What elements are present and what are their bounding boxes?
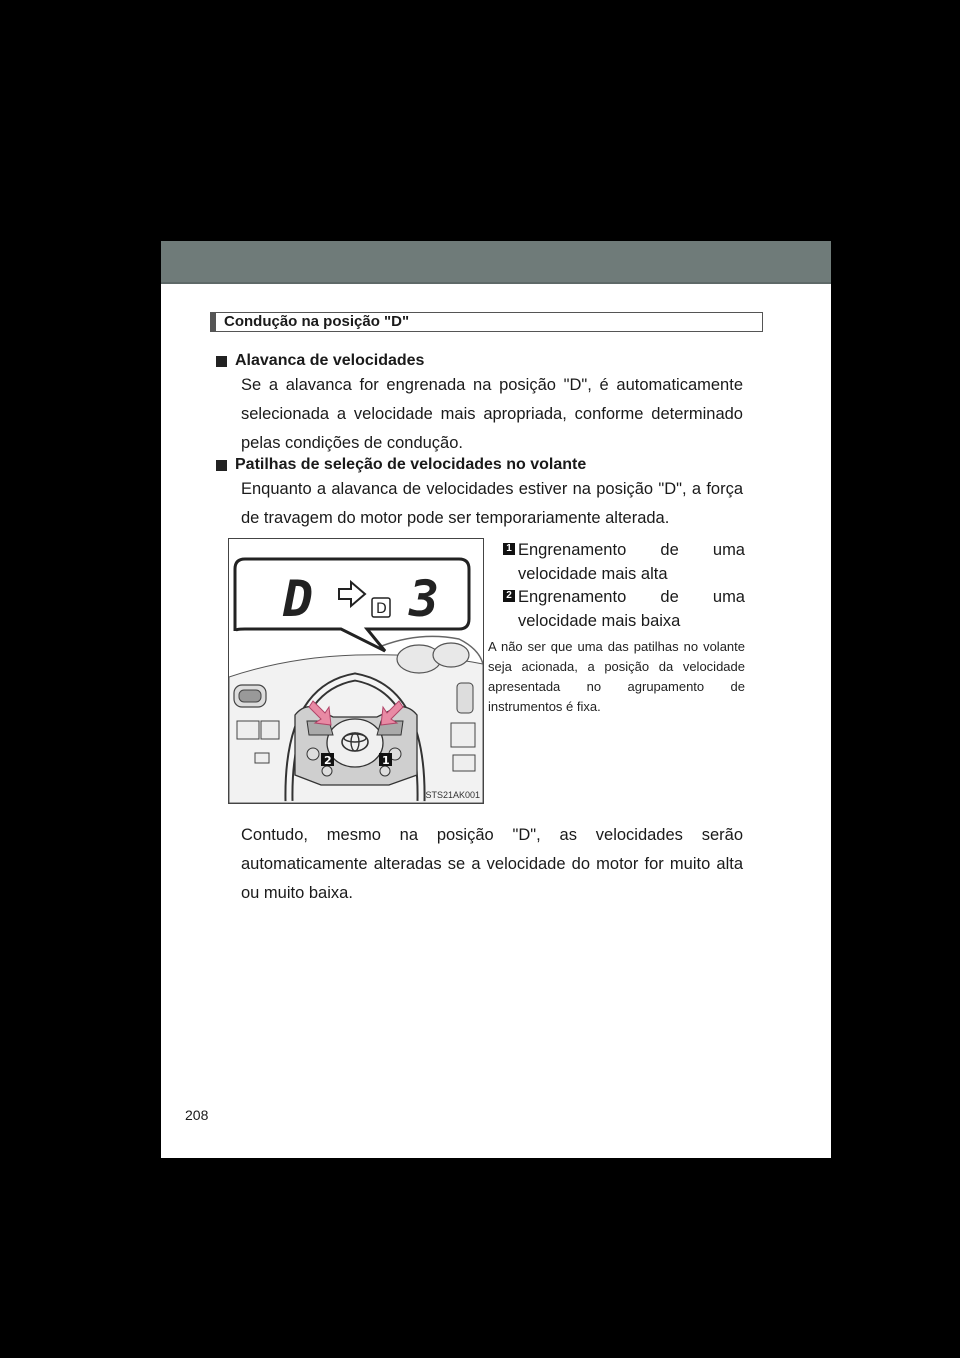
legend-word: Engrenamento xyxy=(518,541,627,559)
figure-note: A não ser que uma das patilhas no volante seja acionada, a posição da velocidade apresentada no agrupamento de instrumentos é fixa. xyxy=(488,639,745,714)
legend-item-2 xyxy=(503,585,745,633)
subsection-title: Alavanca de velocidades xyxy=(235,352,425,369)
figure-callout-2: 2 xyxy=(324,754,332,767)
bullet-square-icon xyxy=(216,356,227,367)
figure-code: STS21AK001 xyxy=(425,790,480,800)
manual-page xyxy=(161,241,831,1158)
legend-word: uma xyxy=(712,588,745,606)
steering-wheel-illustration xyxy=(229,539,483,803)
subsection-heading-lever xyxy=(216,352,424,370)
legend-word: de xyxy=(660,588,679,606)
legend-word: Engrenamento xyxy=(518,588,627,606)
legend-number: 2 xyxy=(503,590,515,602)
legend-item-1 xyxy=(503,538,745,586)
legend-word: uma xyxy=(712,541,745,559)
steering-wheel-figure xyxy=(228,538,484,804)
closing-paragraph: Contudo, mesmo na posição "D", as velocidades serão automaticamente alteradas se a velocidade do motor for muito alta ou muito baixa. xyxy=(241,826,743,902)
legend-number: 1 xyxy=(503,543,515,555)
subsection-heading-paddles xyxy=(216,456,586,474)
paragraph-lever: Se a alavanca for engrenada na posição "D", é automaticamente selecionada a velocidade mais apropriada, conforme determinado pelas condições de condução. xyxy=(241,376,743,452)
legend-line: velocidade mais baixa xyxy=(518,612,681,630)
display-gear-badge: D xyxy=(376,601,387,617)
display-gear-from: D xyxy=(283,570,314,628)
paragraph-paddles: Enquanto a alavanca de velocidades estiver na posição "D", a força de travagem do motor pode ser temporariamente alterada. xyxy=(241,480,743,527)
page-number: 208 xyxy=(185,1107,209,1123)
section-title: Condução na posição "D" xyxy=(210,312,763,332)
legend-word: de xyxy=(660,541,679,559)
legend-line: velocidade mais alta xyxy=(518,565,668,583)
bullet-square-icon xyxy=(216,460,227,471)
figure-callout-1: 1 xyxy=(382,754,390,767)
subsection-title: Patilhas de seleção de velocidades no volante xyxy=(235,456,587,473)
display-gear-to: 3 xyxy=(409,570,440,628)
header-band xyxy=(161,241,831,284)
